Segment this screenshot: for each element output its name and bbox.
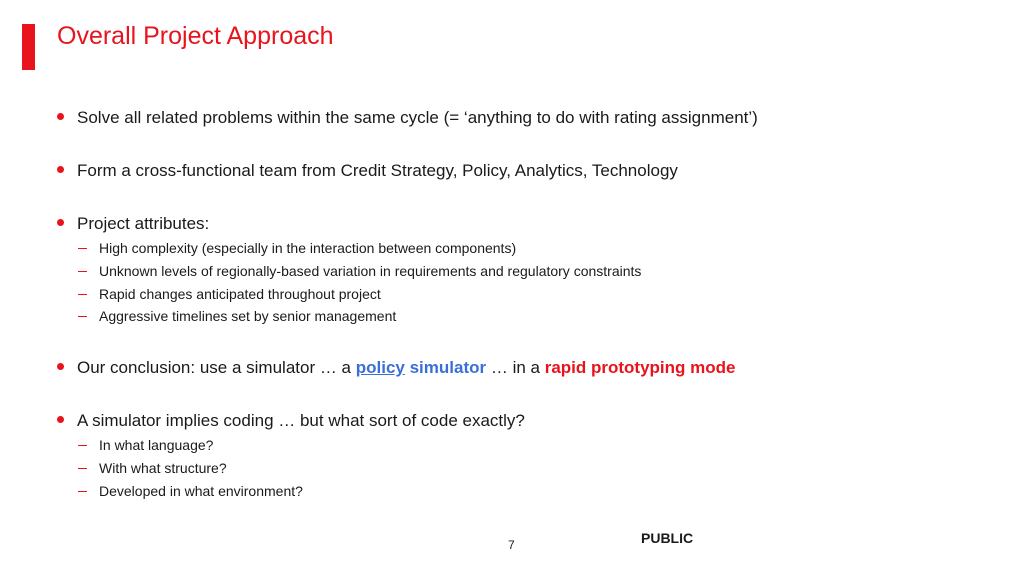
bullet-item — [57, 358, 736, 378]
bullet-text: Solve all related problems within the same cycle (= ‘anything to do with rating assignment’) — [77, 108, 758, 127]
bullet-item — [57, 214, 209, 234]
dash-icon — [78, 248, 87, 250]
sub-bullet-text: Unknown levels of regionally-based variation in requirements and regulatory constraints — [99, 263, 642, 279]
dash-icon — [78, 316, 87, 318]
bullet-item — [57, 108, 758, 128]
title-accent-bar — [22, 24, 35, 70]
slide-title: Overall Project Approach — [57, 22, 334, 50]
classification-label: PUBLIC — [641, 530, 694, 546]
sub-bullet-item — [78, 436, 213, 454]
bullet-dot-icon — [57, 113, 64, 120]
page-number: 7 — [508, 538, 515, 552]
bullet-text-prefix: Our conclusion: use a simulator … a — [77, 358, 356, 377]
dash-icon — [78, 491, 87, 493]
bullet-text: Project attributes: — [77, 214, 210, 233]
sub-bullet-text: High complexity (especially in the interaction between components) — [99, 240, 517, 256]
simulator-highlight: simulator — [409, 358, 487, 377]
dash-icon — [78, 271, 87, 273]
sub-bullet-text: Aggressive timelines set by senior management — [99, 308, 397, 324]
bullet-text: A simulator implies coding … but what sort of code exactly? — [77, 411, 525, 430]
bullet-dot-icon — [57, 219, 64, 226]
sub-bullet-text: With what structure? — [99, 460, 227, 476]
dash-icon — [78, 468, 87, 470]
bullet-dot-icon — [57, 166, 64, 173]
bullet-dot-icon — [57, 363, 64, 370]
dash-icon — [78, 445, 87, 447]
sub-bullet-item — [78, 239, 516, 257]
sub-bullet-text: Rapid changes anticipated throughout project — [99, 286, 381, 302]
sub-bullet-item — [78, 482, 303, 500]
sub-bullet-item — [78, 459, 227, 477]
sub-bullet-item — [78, 285, 381, 303]
bullet-item — [57, 161, 678, 181]
sub-bullet-item — [78, 262, 641, 280]
sub-bullet-item — [78, 307, 396, 325]
policy-link[interactable]: policy — [355, 358, 405, 377]
bullet-text-mid: … in a — [486, 358, 545, 377]
bullet-dot-icon — [57, 416, 64, 423]
rapid-prototyping-highlight: rapid prototyping mode — [544, 358, 736, 377]
sub-bullet-text: Developed in what environment? — [99, 483, 303, 499]
bullet-item — [57, 411, 525, 431]
sub-bullet-text: In what language? — [99, 437, 214, 453]
dash-icon — [78, 294, 87, 296]
bullet-text: Form a cross-functional team from Credit Strategy, Policy, Analytics, Technology — [77, 161, 678, 180]
